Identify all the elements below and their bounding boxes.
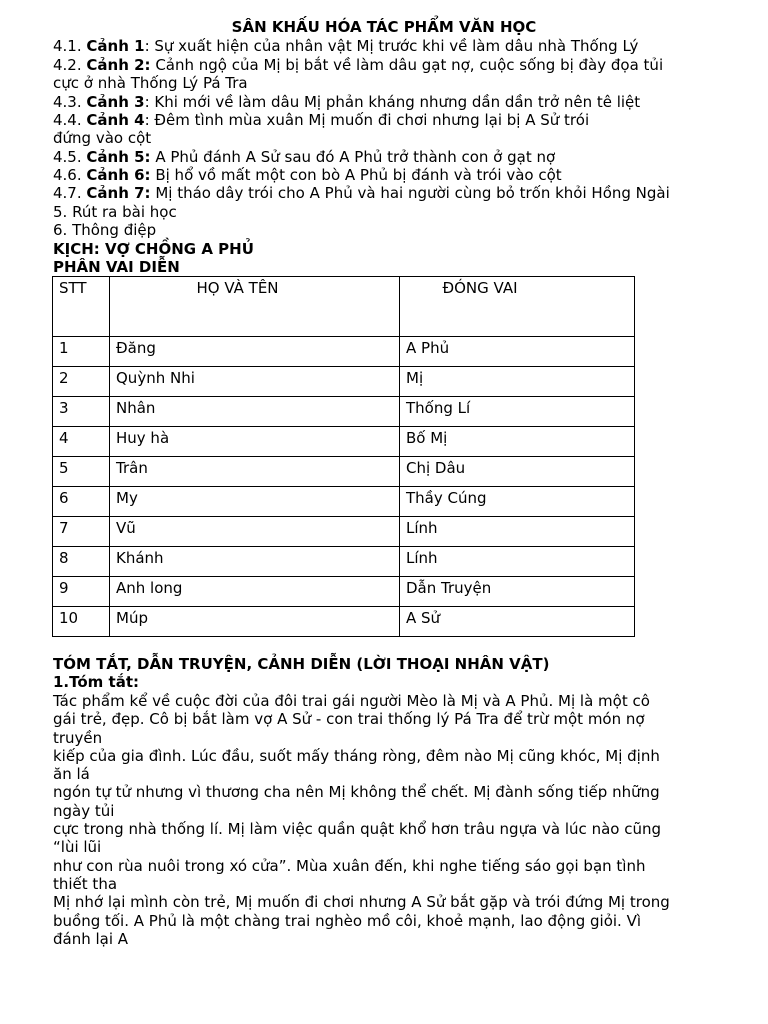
table-row bbox=[53, 457, 635, 487]
cell-role: A Phủ bbox=[400, 337, 635, 367]
cell-name: My bbox=[110, 487, 400, 517]
cell-stt: 10 bbox=[53, 607, 110, 637]
outline-item: 5. Rút ra bài học bbox=[53, 203, 177, 221]
scene-line bbox=[53, 111, 589, 129]
cell-name: Huy hà bbox=[110, 427, 400, 457]
summary-line: kiếp của gia đình. Lúc đầu, suốt mấy tháng ròng, đêm nào Mị cũng khóc, Mị định bbox=[53, 746, 660, 765]
scene-text: : Khi mới về làm dâu Mị phản kháng nhưng dần dần trở nên tê liệt bbox=[144, 93, 641, 111]
summary-subheading: 1.Tóm tắt: bbox=[53, 673, 139, 691]
header-stt: STT bbox=[53, 277, 110, 337]
table-row bbox=[53, 367, 635, 397]
scene-text: Bị hổ vồ mất một con bò A Phủ bị đánh và trói vào cột bbox=[150, 166, 562, 184]
summary-line: buồng tối. A Phủ là một chàng trai nghèo mồ côi, khoẻ mạnh, lao động giỏi. Vì bbox=[53, 911, 642, 930]
cell-role: Chị Dâu bbox=[400, 457, 635, 487]
cell-name: Đăng bbox=[110, 337, 400, 367]
cell-stt: 7 bbox=[53, 517, 110, 547]
cell-role: Lính bbox=[400, 547, 635, 577]
cell-stt: 2 bbox=[53, 367, 110, 397]
scene-label: Cảnh 3 bbox=[86, 93, 145, 111]
cell-stt: 8 bbox=[53, 547, 110, 577]
cell-stt: 9 bbox=[53, 577, 110, 607]
cell-role: Bố Mị bbox=[400, 427, 635, 457]
table-row bbox=[53, 607, 635, 637]
table-row bbox=[53, 337, 635, 367]
scene-label: Cảnh 5: bbox=[86, 148, 151, 166]
scene-line bbox=[53, 56, 663, 74]
scene-label: Cảnh 1 bbox=[86, 37, 145, 55]
scene-line-continued: cực ở nhà Thống Lý Pá Tra bbox=[53, 74, 248, 92]
cell-name: Múp bbox=[110, 607, 400, 637]
table-row bbox=[53, 487, 635, 517]
table-row bbox=[53, 517, 635, 547]
cell-role: Thầy Cúng bbox=[400, 487, 635, 517]
cell-role: Dẫn Truyện bbox=[400, 577, 635, 607]
scene-label: Cảnh 2: bbox=[86, 56, 151, 74]
scene-text: Mị tháo dây trói cho A Phủ và hai người cùng bỏ trốn khỏi Hồng Ngài bbox=[150, 184, 670, 202]
summary-line: ngón tự tử nhưng vì thương cha nên Mị không thể chết. Mị đành sống tiếp những bbox=[53, 783, 660, 802]
cell-role: Mị bbox=[400, 367, 635, 397]
cell-stt: 4 bbox=[53, 427, 110, 457]
summary-line: như con rùa nuôi trong xó cửa”. Mùa xuân đến, khi nghe tiếng sáo gọi bạn tình bbox=[53, 856, 646, 875]
summary-line: gái trẻ, đẹp. Cô bị bắt làm vợ A Sử - con trai thống lý Pá Tra để trừ một món nợ bbox=[53, 710, 645, 729]
scene-label: Cảnh 7: bbox=[86, 184, 151, 202]
cast-header-row bbox=[53, 277, 635, 337]
scene-line bbox=[53, 37, 638, 55]
cell-stt: 3 bbox=[53, 397, 110, 427]
scene-line bbox=[53, 184, 670, 202]
summary-line: Mị nhớ lại mình còn trẻ, Mị muốn đi chơi nhưng A Sử bắt gặp và trói đứng Mị trong bbox=[53, 893, 670, 912]
scene-number: 4.4. bbox=[53, 111, 87, 129]
summary-heading: TÓM TẮT, DẪN TRUYỆN, CẢNH DIỄN (LỜI THOẠI NHÂN VẬT) bbox=[53, 655, 550, 673]
table-row bbox=[53, 427, 635, 457]
scene-text: : Đêm tình mùa xuân Mị muốn đi chơi nhưng lại bị A Sử trói bbox=[144, 111, 590, 129]
scene-number: 4.6. bbox=[53, 166, 87, 184]
scene-text: Cảnh ngộ của Mị bị bắt về làm dâu gạt nợ, cuộc sống bị đày đọa tủi bbox=[150, 56, 664, 74]
cell-role: Thống Lí bbox=[400, 397, 635, 427]
scene-line bbox=[53, 148, 555, 166]
summary-line: Tác phẩm kể về cuộc đời của đôi trai gái người Mèo là Mị và A Phủ. Mị là một cô bbox=[53, 692, 650, 710]
cell-name: Quỳnh Nhi bbox=[110, 367, 400, 397]
cell-role: A Sử bbox=[400, 607, 635, 637]
cast-table bbox=[52, 276, 635, 637]
document-title: SÂN KHẤU HÓA TÁC PHẨM VĂN HỌC bbox=[231, 18, 537, 36]
scene-line bbox=[53, 166, 562, 184]
cell-stt: 6 bbox=[53, 487, 110, 517]
header-role: ĐÓNG VAI bbox=[400, 277, 635, 337]
scene-line-continued: đứng vào cột bbox=[53, 129, 152, 147]
header-name: HỌ VÀ TÊN bbox=[110, 277, 400, 337]
cell-name: Trân bbox=[110, 457, 400, 487]
table-row bbox=[53, 577, 635, 607]
scene-text: A Phủ đánh A Sử sau đó A Phủ trở thành con ở gạt nợ bbox=[150, 148, 556, 166]
summary-line: ăn lá bbox=[53, 765, 90, 784]
cell-stt: 1 bbox=[53, 337, 110, 367]
summary-paragraph bbox=[53, 692, 753, 948]
table-row bbox=[53, 397, 635, 427]
play-title: KỊCH: VỢ CHỒNG A PHỦ bbox=[53, 240, 254, 258]
summary-line: đánh lại A bbox=[53, 929, 129, 948]
cell-name: Nhân bbox=[110, 397, 400, 427]
summary-line: thiết tha bbox=[53, 874, 118, 893]
cast-title: PHÂN VAI DIỄN bbox=[53, 258, 180, 276]
summary-line: truyền bbox=[53, 728, 103, 747]
cell-name: Khánh bbox=[110, 547, 400, 577]
scene-number: 4.7. bbox=[53, 184, 87, 202]
cell-name: Anh long bbox=[110, 577, 400, 607]
scene-number: 4.2. bbox=[53, 56, 87, 74]
scene-number: 4.5. bbox=[53, 148, 87, 166]
scene-label: Cảnh 6: bbox=[86, 166, 151, 184]
scene-number: 4.3. bbox=[53, 93, 87, 111]
summary-line: cực trong nhà thống lí. Mị làm việc quần quật khổ hơn trâu ngựa và lúc nào cũng bbox=[53, 820, 661, 839]
cell-stt: 5 bbox=[53, 457, 110, 487]
scene-number: 4.1. bbox=[53, 37, 87, 55]
scene-line bbox=[53, 93, 640, 111]
outline-item: 6. Thông điệp bbox=[53, 221, 157, 239]
cell-name: Vũ bbox=[110, 517, 400, 547]
table-row bbox=[53, 547, 635, 577]
summary-line: “lùi lũi bbox=[53, 838, 102, 857]
scene-text: : Sự xuất hiện của nhân vật Mị trước khi về làm dâu nhà Thống Lý bbox=[144, 37, 639, 55]
summary-line: ngày tủi bbox=[53, 801, 115, 820]
scene-label: Cảnh 4 bbox=[86, 111, 145, 129]
cell-role: Lính bbox=[400, 517, 635, 547]
